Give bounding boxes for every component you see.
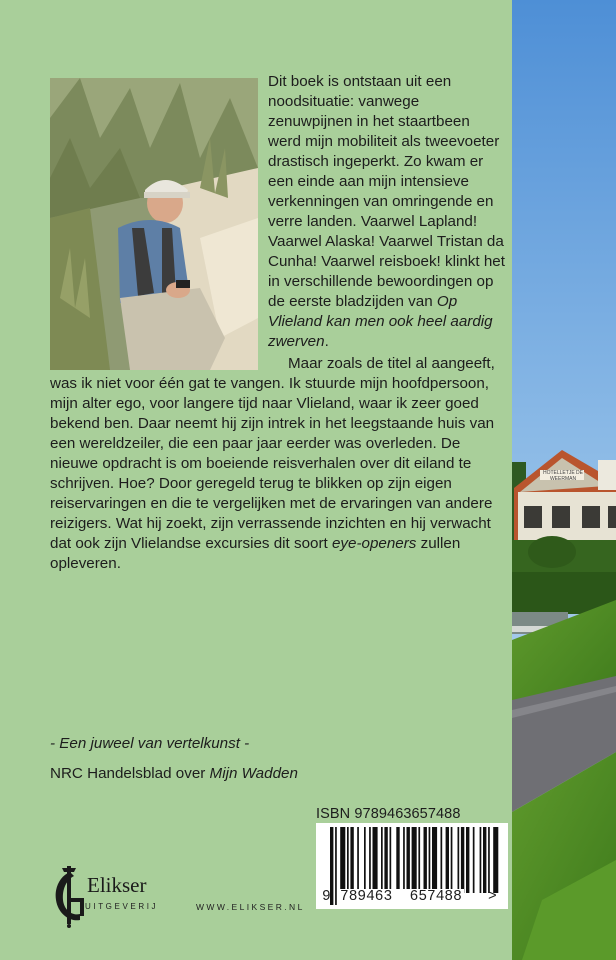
blurb-text: .: [324, 333, 329, 350]
blurb-paragraph-2: [50, 354, 505, 574]
review-quote: [50, 734, 500, 784]
quote-line: - Een juweel van vertelkunst -: [50, 735, 250, 752]
quote-source: [50, 764, 500, 784]
blurb-text: Maar zoals de titel al aangeeft, was ik niet voor één gat te vangen. Ik stuurde mijn hoofdpersoon, mijn alter ego, voor langere tijd naar Vlieland, waar ik zeer goed bekend ben. Daar neemt hij zijn intrek in het leegstaande huis van een wereldzeiler, die een paar jaar eerder was overleden. De nieuwe opdracht is om boeiende reisverhalen over dit eiland te schrijven. Hoe? Door geregeld terug te blikken op zijn eigen reiservaringen en die te vergelijken met de ervaringen van andere reizigers. Wat hij zoekt, zijn verrassende inzichten en hij verwacht dat ook zijn Vlielandse excursies dit soort: [50, 355, 495, 552]
hotel-sign: HOTELLETJE DE WEERMAN: [542, 470, 583, 482]
blurb-text: zullen opleveren.: [50, 535, 461, 572]
book-title-reference: Op Vlieland kan men ook heel aardig zwerven: [268, 293, 493, 350]
publisher-name: Elikser: [87, 873, 147, 897]
quote-source-title: Mijn Wadden: [209, 765, 298, 782]
isbn-label: ISBN 9789463657488: [316, 806, 461, 822]
village-photo-strip: [512, 0, 616, 960]
barcode-end-marker: >: [488, 889, 497, 905]
barcode-first-digit: 9: [322, 889, 331, 905]
blurb-paragraph-1: [50, 72, 505, 352]
blurb-italic-term: eye-openers: [331, 535, 417, 552]
publisher-subtitle: UITGEVERIJ: [85, 902, 159, 911]
barcode-digits: [316, 884, 508, 910]
publisher-website: WWW.ELIKSER.NL: [196, 902, 305, 912]
elikser-emblem-icon: [56, 866, 84, 928]
blurb-text: Dit boek is ontstaan uit een noodsituatie: vanwege zenuwpijnen in het staartbeen werd mijn mobiliteit als tweevoeter drastisch ingeperkt. Zo kwam er een einde aan mijn intensieve verkenningen van omringende en verre landen. Vaarwel Lapland! Vaarwel Alaska! Vaarwel Tristan da Cunha! Vaarwel reisboek! klinkt het in verschillende bewoordingen op de eerste bladzijden van: [268, 73, 505, 310]
quote-source-text: NRC Handelsblad over: [50, 765, 210, 782]
barcode-digit-groups: 789463 657488: [340, 889, 462, 905]
back-cover-blurb: [50, 72, 505, 574]
